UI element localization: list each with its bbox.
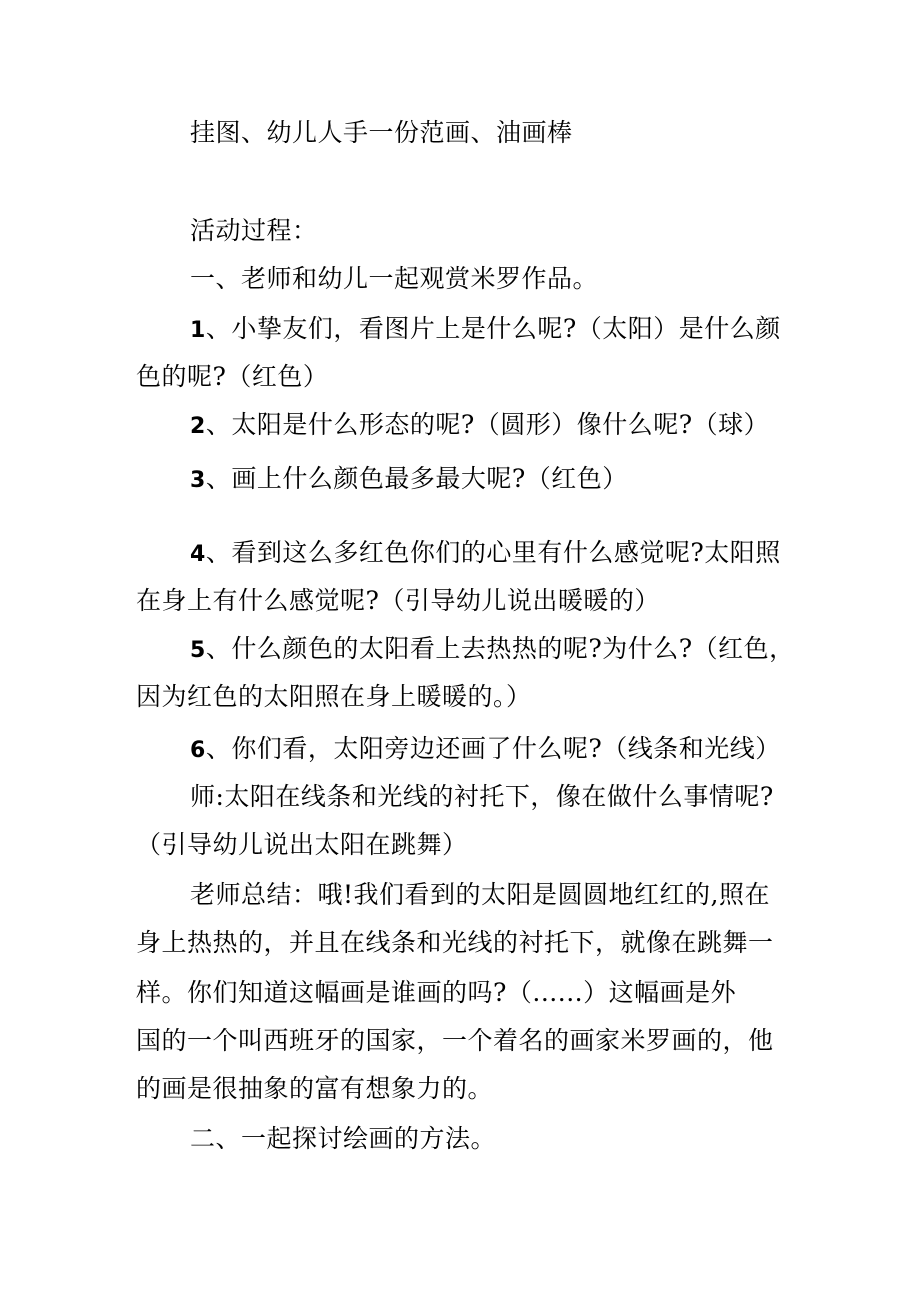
question-1-line-2: 色的呢?（红色） — [136, 362, 329, 391]
question-2-number: 2 — [190, 414, 206, 439]
question-3-line-1 — [190, 464, 806, 496]
question-4-number: 4 — [190, 542, 206, 567]
question-6-text: 、你们看，太阳旁边还画了什么呢?（线条和光线） — [205, 734, 781, 763]
question-4-text: 、看到这么多红色你们的心里有什么感觉呢?太阳照 — [205, 538, 781, 567]
summary-line-4: 国的一个叫西班牙的国家，一个着名的画家米罗画的，他 — [136, 1026, 774, 1055]
question-2-line-1 — [190, 410, 806, 442]
teacher-question-line-1: 师:太阳在线条和光线的衬托下，像在做什么事情呢? — [190, 782, 774, 811]
process-heading: 活动过程： — [190, 216, 318, 245]
section-two-heading: 二、一起探讨绘画的方法。 — [190, 1124, 497, 1153]
question-5-line-1 — [190, 634, 806, 666]
materials-line: 挂图、幼儿人手一份范画、油画棒 — [190, 118, 573, 147]
section-one-heading: 一、老师和幼儿一起观赏米罗作品。 — [190, 264, 599, 293]
question-5-text: 、什么颜色的太阳看上去热热的呢?为什么?（红色， — [205, 634, 795, 663]
question-3-number: 3 — [190, 468, 206, 493]
question-1-text: 、小挚友们，看图片上是什么呢?（太阳）是什么颜 — [205, 314, 781, 343]
question-4-line-1 — [190, 538, 806, 570]
teacher-question-line-2: （引导幼儿说出太阳在跳舞） — [136, 830, 468, 859]
question-2-text: 、太阳是什么形态的呢?（圆形）像什么呢?（球） — [205, 410, 770, 439]
question-3-text: 、画上什么颜色最多最大呢?（红色） — [205, 464, 628, 493]
question-6-number: 6 — [190, 738, 206, 763]
summary-line-2: 身上热热的，并且在线条和光线的衬托下，就像在跳舞一 — [136, 928, 774, 957]
question-5-line-2: 因为红色的太阳照在身上暖暖的。） — [136, 682, 532, 711]
summary-line-3: 样。你们知道这幅画是谁画的吗?（......）这幅画是外 — [136, 978, 737, 1007]
question-1-number: 1 — [190, 318, 206, 343]
summary-line-5: 的画是很抽象的富有想象力的。 — [136, 1074, 494, 1103]
question-1-line-1 — [190, 314, 806, 346]
question-6-line-1 — [190, 734, 806, 766]
question-4-line-2: 在身上有什么感觉呢?（引导幼儿说出暖暖的） — [136, 586, 660, 615]
question-5-number: 5 — [190, 638, 206, 663]
summary-line-1: 老师总结：哦!我们看到的太阳是圆圆地红红的,照在 — [190, 880, 770, 909]
